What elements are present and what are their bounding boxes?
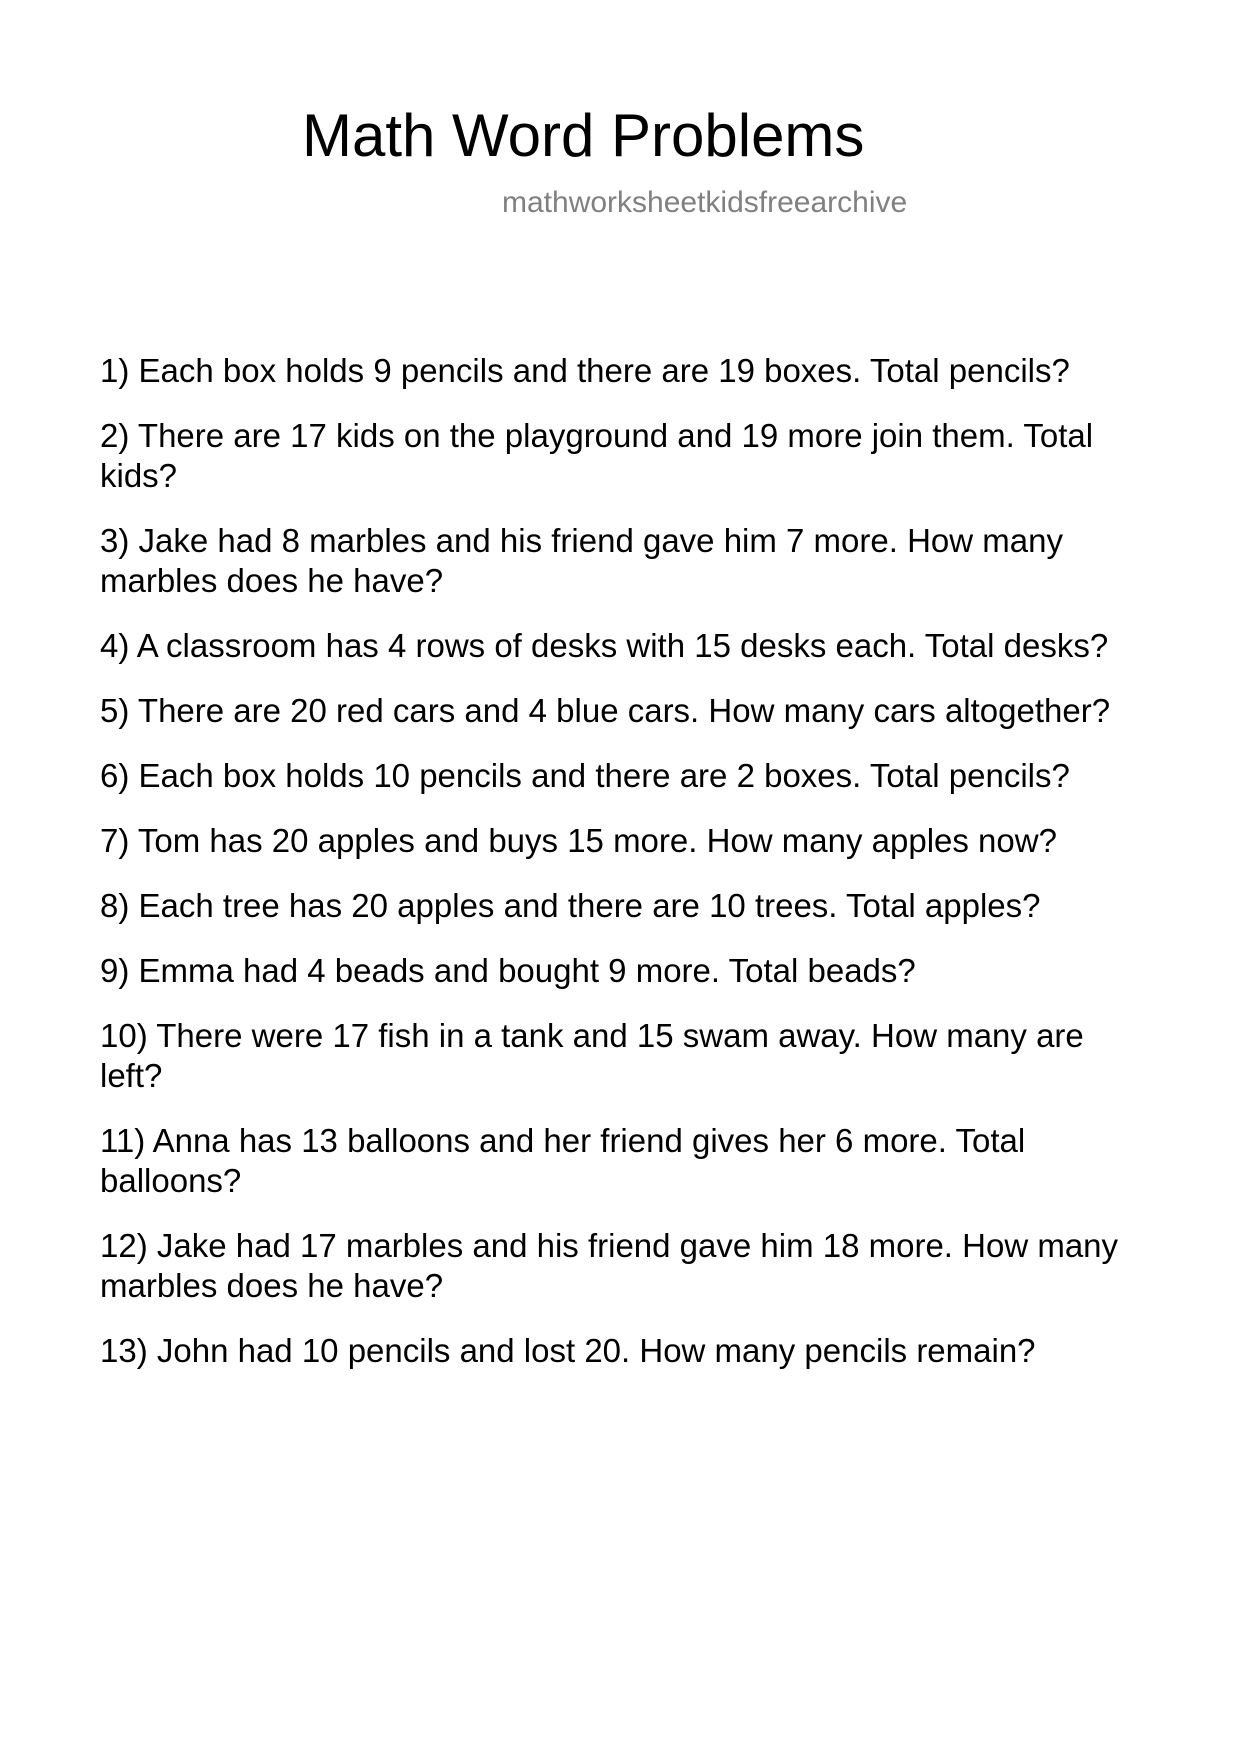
problem-item: 4) A classroom has 4 rows of desks with 15 desks each. Total desks? bbox=[100, 627, 1109, 664]
source-subtitle: mathworksheetkidsfreearchive bbox=[502, 186, 908, 219]
problem-item: 2) There are 17 kids on the playground and 19 more join them. Total kids? bbox=[100, 417, 1094, 494]
problem-item: 3) Jake had 8 marbles and his friend gave him 7 more. How many marbles does he have? bbox=[100, 522, 1063, 599]
problem-item: 9) Emma had 4 beads and bought 9 more. Total beads? bbox=[100, 952, 916, 989]
problem-item: 8) Each tree has 20 apples and there are 10 trees. Total apples? bbox=[100, 887, 1041, 924]
problem-item: 12) Jake had 17 marbles and his friend gave him 18 more. How many marbles does he have? bbox=[100, 1227, 1119, 1304]
problem-item: 11) Anna has 13 balloons and her friend gives her 6 more. Total balloons? bbox=[100, 1122, 1026, 1199]
problem-item: 10) There were 17 fish in a tank and 15 swam away. How many are left? bbox=[100, 1017, 1084, 1094]
problem-item: 1) Each box holds 9 pencils and there are 19 boxes. Total pencils? bbox=[100, 352, 1070, 389]
problem-item: 13) John had 10 pencils and lost 20. How many pencils remain? bbox=[100, 1332, 1036, 1369]
page-title: Math Word Problems bbox=[302, 102, 865, 169]
problem-item: 7) Tom has 20 apples and buys 15 more. How many apples now? bbox=[100, 822, 1057, 859]
problem-item: 6) Each box holds 10 pencils and there are 2 boxes. Total pencils? bbox=[100, 757, 1070, 794]
problem-list bbox=[100, 351, 1150, 1396]
problem-item: 5) There are 20 red cars and 4 blue cars. How many cars altogether? bbox=[100, 692, 1111, 729]
